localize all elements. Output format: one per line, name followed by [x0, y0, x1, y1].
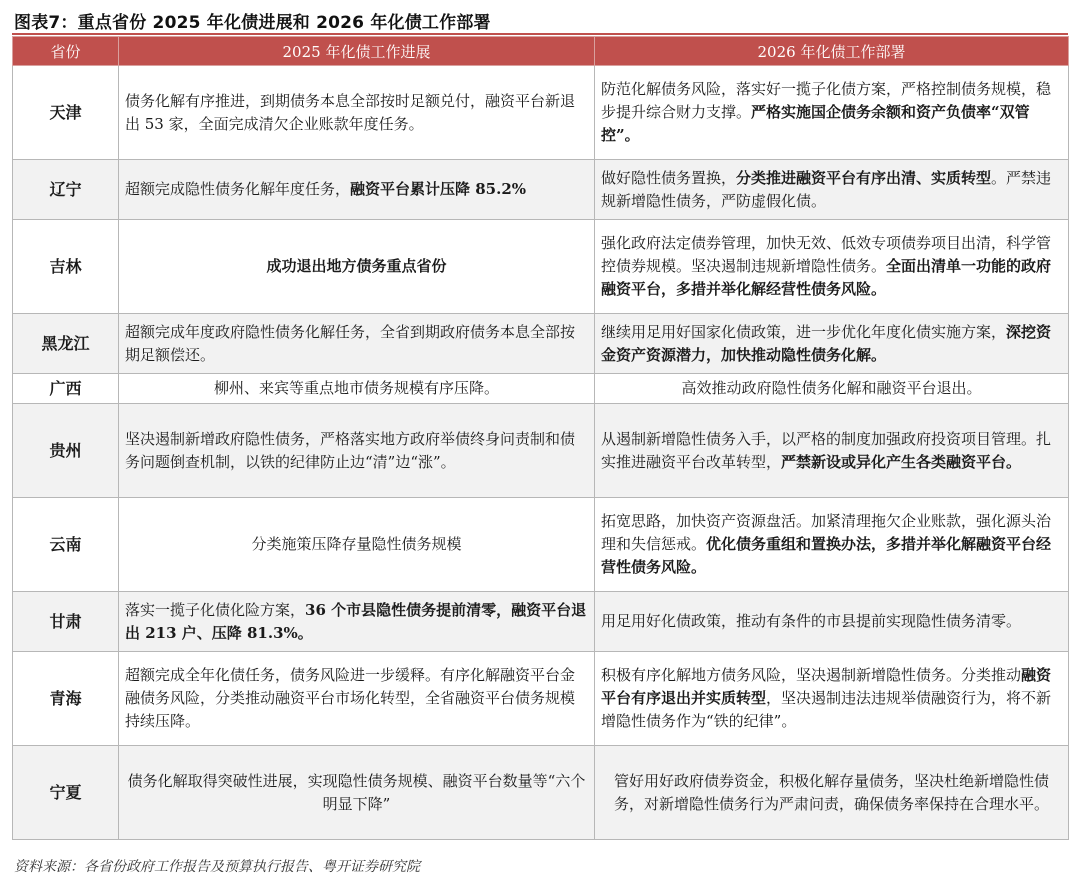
table-row [13, 314, 1069, 374]
header-progress-2025: 2025 年化债工作进展 [119, 37, 595, 66]
body-text: 超额完成年度政府隐性债务化解任务，全省到期政府债务本息全部按期足额偿还。 [125, 322, 576, 364]
province-cell: 青海 [13, 652, 119, 746]
body-text: ，坚决遏制违法违规举债融资行为，将不新增隐性债务作为“铁的纪律”。 [601, 689, 1052, 730]
province-cell: 辽宁 [13, 160, 119, 220]
province-cell: 甘肃 [13, 592, 119, 652]
progress-cell [119, 652, 595, 746]
body-text: 管好用好政府债券资金，积极化解存量债务，坚决杜绝新增隐性债务，对新增隐性债务行为严肃问责，确保债务率保持在合理水平。 [613, 771, 1049, 813]
plan-cell [595, 652, 1069, 746]
body-text: 柳州、来宾等重点地市债务规模有序压降。 [213, 379, 499, 397]
progress-cell [119, 66, 595, 160]
province-cell: 黑龙江 [13, 314, 119, 374]
body-text: 。严禁违规新增隐性债务，严防虚假化债。 [601, 168, 1052, 210]
table-row [13, 160, 1069, 220]
title-divider [12, 33, 1068, 35]
body-text: 超额完成隐性债务化解年度任务， [125, 180, 351, 198]
province-cell: 云南 [13, 498, 119, 592]
progress-cell [119, 314, 595, 374]
highlight-text: 深挖资金资产资源潜力，加快推动隐性债务化解。 [601, 322, 1052, 364]
debt-table [12, 36, 1069, 840]
body-text: 用足用好化债政策，推动有条件的市县提前实现隐性债务清零。 [601, 612, 1022, 630]
body-text: 积极有序化解地方债务风险，坚决遏制新增隐性债务。分类推动 [601, 666, 1022, 684]
plan-cell [595, 498, 1069, 592]
highlight-text: 全面出清单一功能的政府融资平台，多措并举化解经营性债务风险。 [601, 257, 1052, 298]
body-text: 债务化解取得突破性进展，实现隐性债务规模、融资平台数量等“六个明显下降” [127, 771, 586, 813]
table-row [13, 374, 1069, 404]
highlight-text: 严禁新设或异化产生各类融资平台。 [781, 452, 1022, 471]
body-text: 继续用足用好国家化债政策，进一步优化年度化债实施方案， [601, 322, 1007, 341]
plan-cell [595, 374, 1069, 404]
progress-cell [119, 592, 595, 652]
body-text: 分类施策压降存量隐性债务规模 [251, 535, 462, 553]
table-row [13, 66, 1069, 160]
highlight-text: 成功退出地方债务重点省份 [266, 257, 447, 275]
table-row [13, 404, 1069, 498]
plan-cell [595, 592, 1069, 652]
province-cell: 宁夏 [13, 746, 119, 840]
province-cell: 广西 [13, 374, 119, 404]
province-cell: 天津 [13, 66, 119, 160]
highlight-text: 优化债务重组和置换办法，多措并举化解融资平台经营性债务风险。 [601, 535, 1052, 576]
table-row [13, 652, 1069, 746]
table-row [13, 592, 1069, 652]
body-text: 坚决遏制新增政府隐性债务，严格落实地方政府举债终身问责制和债务问题倒查机制，以铁的纪律防止边“清”边“涨”。 [125, 429, 576, 471]
table-row [13, 746, 1069, 840]
body-text: 超额完成全年化债任务，债务风险进一步缓释。有序化解融资平台金融债务风险，分类推动融资平台市场化转型，全省融资平台债务规模持续压降。 [125, 666, 576, 730]
highlight-text: 36 个市县隐性债务提前清零，融资平台退出 213 户、压降 81.3%。 [125, 600, 587, 642]
progress-cell [119, 220, 595, 314]
body-text: 债务化解有序推进，到期债务本息全部按时足额兑付，融资平台新退出 53 家，全面完成清欠企业账款年度任务。 [125, 91, 576, 133]
highlight-text: 融资平台累计压降 85.2% [350, 180, 527, 198]
table-header-row [13, 37, 1069, 66]
header-province: 省份 [13, 37, 119, 66]
plan-cell [595, 746, 1069, 840]
highlight-text: 分类推进融资平台有序出清、实质转型 [736, 168, 992, 187]
table-row [13, 498, 1069, 592]
progress-cell [119, 374, 595, 404]
plan-cell [595, 220, 1069, 314]
body-text: 强化政府法定债券管理，加快无效、低效专项债券项目出清，科学管控债券规模。坚决遏制违规新增隐性债务。 [601, 234, 1052, 275]
progress-cell [119, 404, 595, 498]
plan-cell [595, 314, 1069, 374]
figure-title: 图表7：重点省份 2025 年化债进展和 2026 年化债工作部署 [14, 13, 491, 33]
highlight-text: 严格实施国企债务余额和资产负债率“双管控”。 [601, 103, 1030, 144]
table-row [13, 220, 1069, 314]
province-cell: 吉林 [13, 220, 119, 314]
body-text: 拓宽思路，加快资产资源盘活。加紧清理拖欠企业账款，强化源头治理和失信惩戒。 [601, 512, 1052, 553]
progress-cell [119, 498, 595, 592]
body-text: 从遏制新增隐性债务入手，以严格的制度加强政府投资项目管理。扎实推进融资平台改革转型， [601, 429, 1052, 471]
body-text: 做好隐性债务置换， [601, 168, 737, 187]
plan-cell [595, 404, 1069, 498]
header-plan-2026: 2026 年化债工作部署 [595, 37, 1069, 66]
body-text: 防范化解债务风险，落实好一揽子化债方案，严格控制债务规模，稳步提升综合财力支撑。 [601, 80, 1052, 121]
progress-cell [119, 746, 595, 840]
progress-cell [119, 160, 595, 220]
source-note: 资料来源：各省份政府工作报告及预算执行报告、粤开证券研究院 [14, 859, 420, 875]
highlight-text: 融资平台有序退出并实质转型 [601, 666, 1052, 707]
body-text: 高效推动政府隐性债务化解和融资平台退出。 [681, 379, 982, 397]
plan-cell [595, 66, 1069, 160]
body-text: 落实一揽子化债化险方案， [125, 600, 306, 619]
province-cell: 贵州 [13, 404, 119, 498]
plan-cell [595, 160, 1069, 220]
